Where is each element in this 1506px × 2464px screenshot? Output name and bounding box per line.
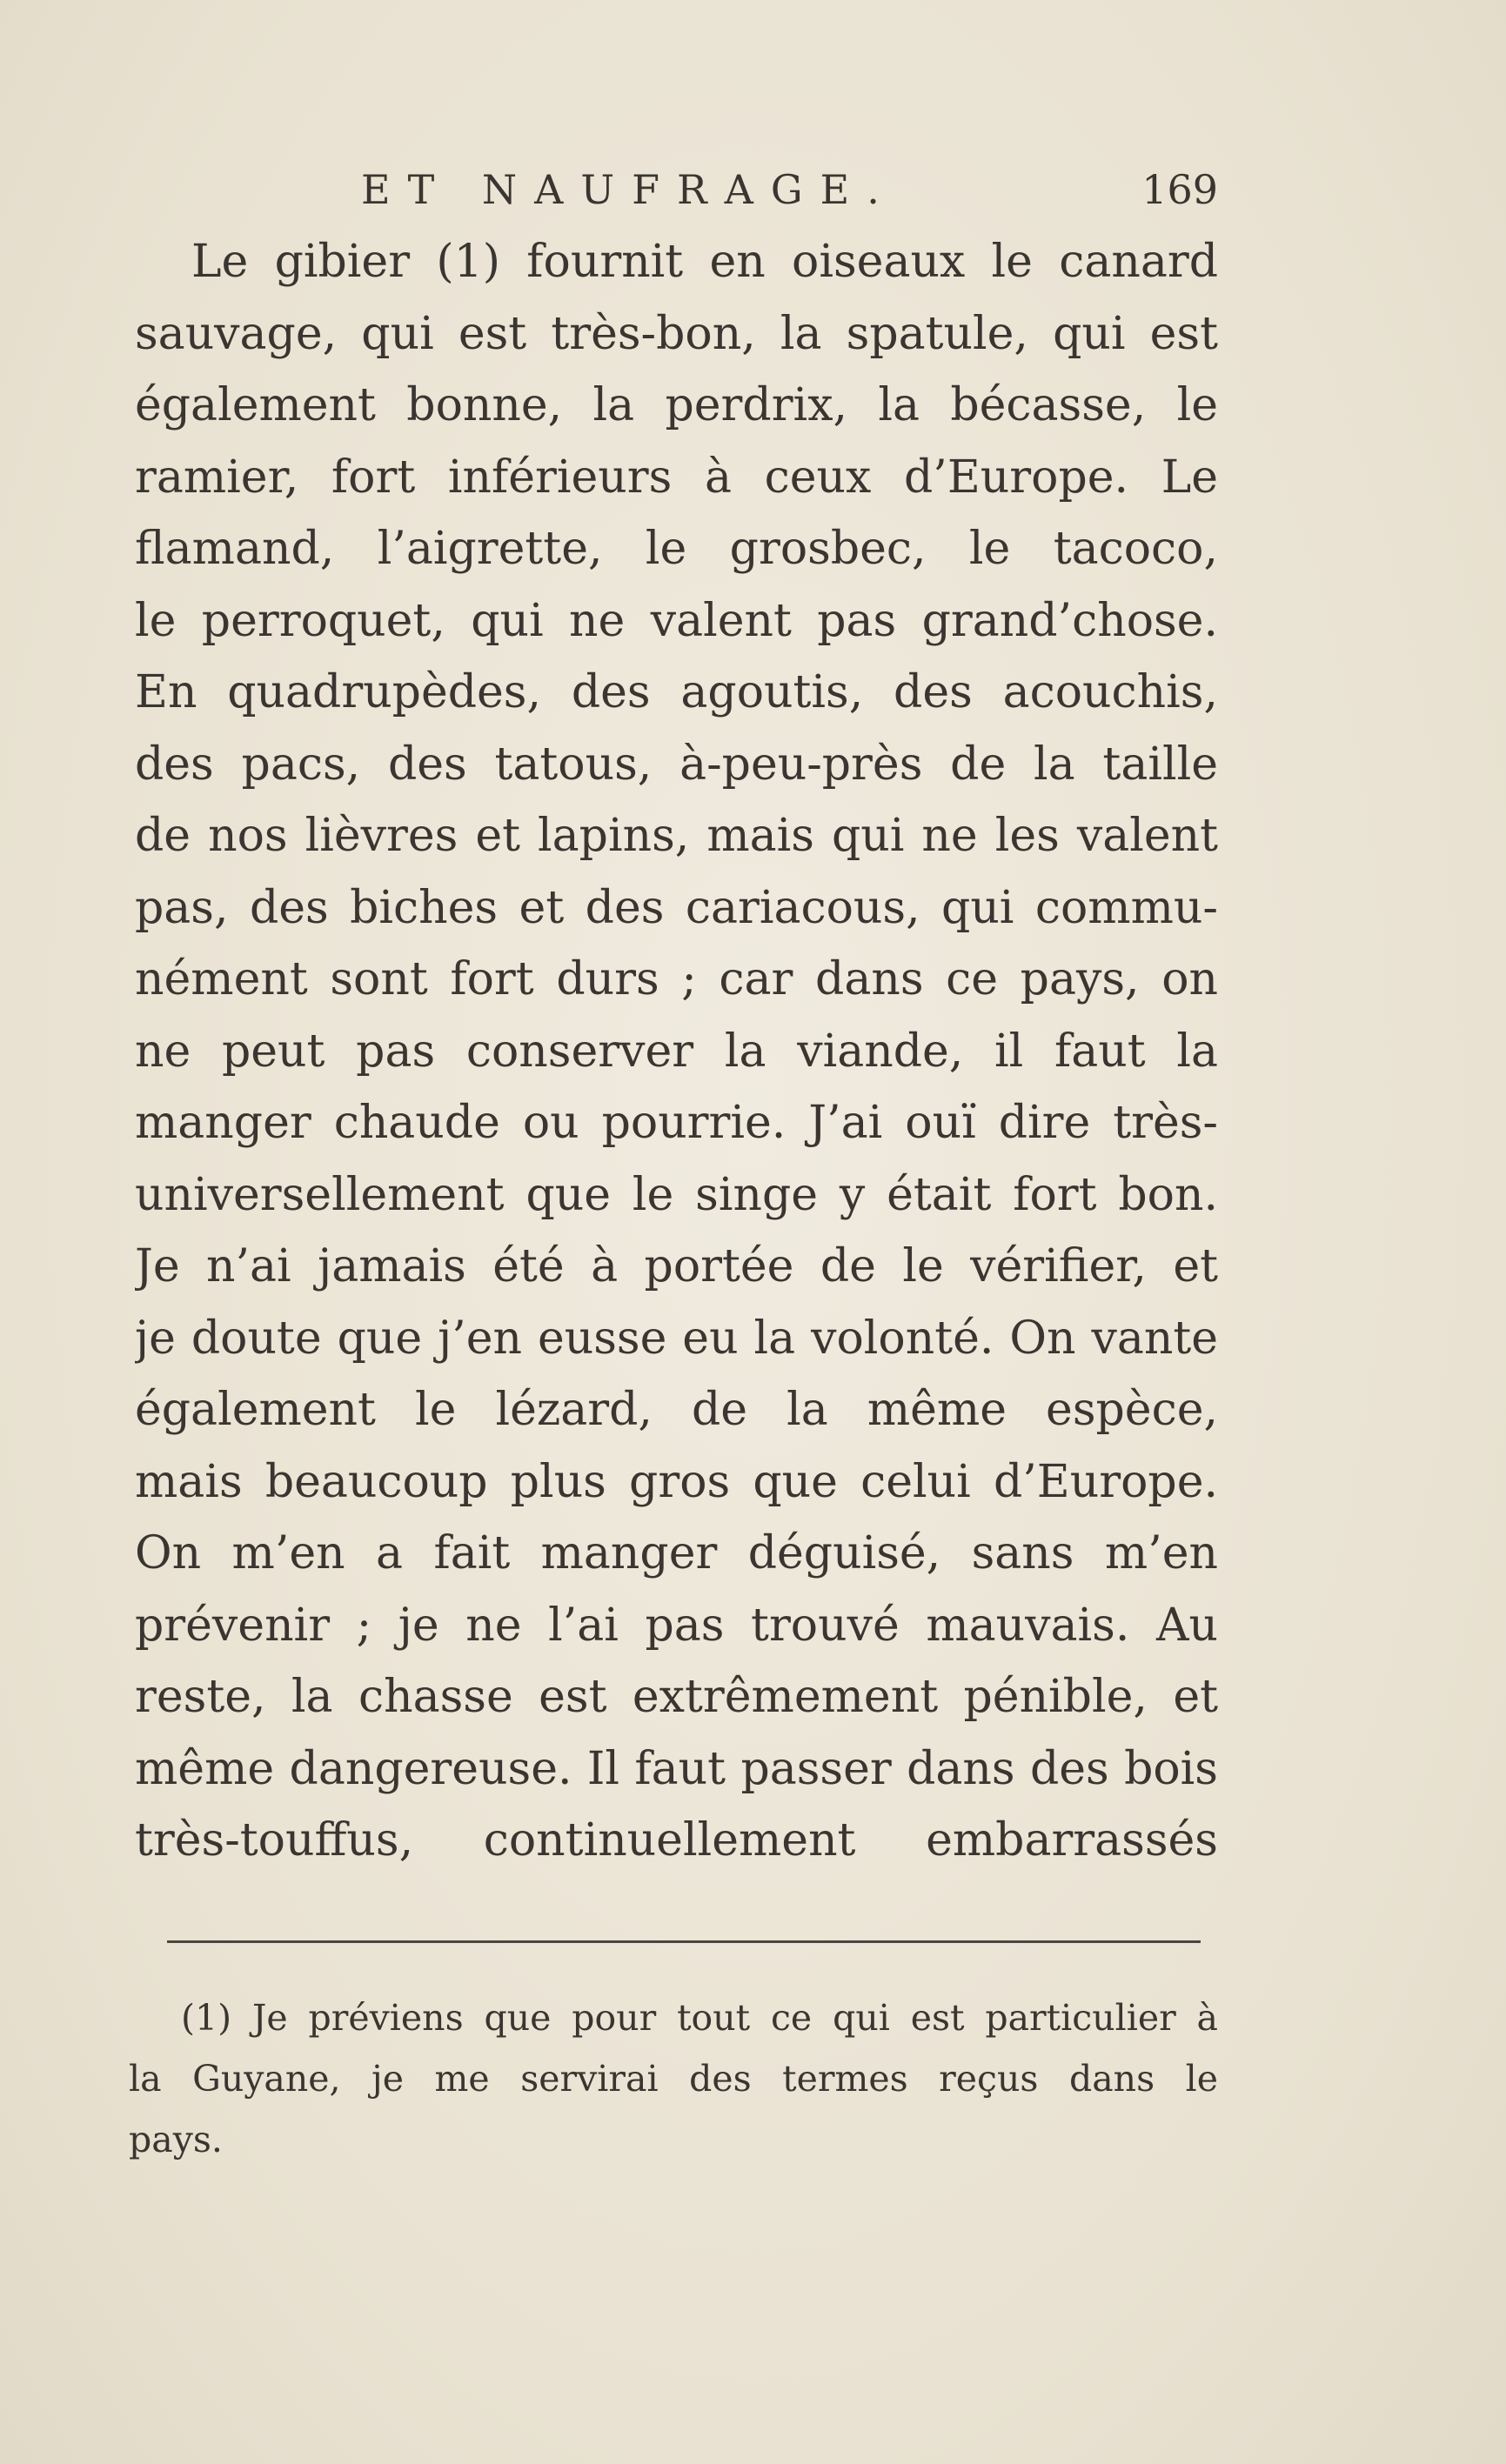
footnote <box>129 1987 1218 2170</box>
page-number: 169 <box>1141 166 1218 213</box>
text-line: On m’en a fait manger déguisé, sans m’en <box>135 1527 1218 1579</box>
text-line: pas, des biches et des cariacous, qui commu- <box>135 881 1218 934</box>
text-line: très-touffus, continuellement embarrassés <box>135 1814 1218 1866</box>
text-line: le perroquet, qui ne valent pas grand’chose. <box>135 594 1218 647</box>
text-line: ramier, fort inférieurs à ceux d’Europe. Le <box>135 451 1218 504</box>
text-line: des pacs, des tatous, à-peu-près de la taille <box>135 738 1218 791</box>
body-text <box>135 226 1218 1877</box>
text-line: flamand, l’aigrette, le grosbec, le tacoco, <box>135 523 1218 575</box>
text-line: de nos lièvres et lapins, mais qui ne les valent <box>135 810 1218 862</box>
text-line: universellement que le singe y était fort bon. <box>135 1168 1218 1221</box>
footnote-line: pays. <box>129 2119 223 2160</box>
text-line: Je n’ai jamais été à portée de le vérifier, et <box>135 1240 1218 1292</box>
text-line: Le gibier (1) fournit en oiseaux le canard <box>191 236 1218 288</box>
footnote-line: la Guyane, je me servirai des termes reçus dans le <box>129 2058 1218 2100</box>
footnote-rule <box>167 1940 1201 1943</box>
text-line: manger chaude ou pourrie. J’ai ouï dire très- <box>135 1097 1218 1149</box>
text-line: mais beaucoup plus gros que celui d’Europe. <box>135 1455 1218 1508</box>
text-line: En quadrupèdes, des agoutis, des acouchis, <box>135 666 1218 718</box>
running-head <box>135 164 1218 216</box>
text-line: également le lézard, de la même espèce, <box>135 1384 1218 1436</box>
footnote-line: (1) Je préviens que pour tout ce qui est particulier à <box>181 1997 1218 2039</box>
text-line: également bonne, la perdrix, la bécasse, le <box>135 379 1218 431</box>
running-title: ET NAUFRAGE. <box>361 166 897 213</box>
text-line: reste, la chasse est extrêmement pénible, et <box>135 1671 1218 1723</box>
text-line: prévenir ; je ne l’ai pas trouvé mauvais. Au <box>135 1599 1218 1652</box>
text-line: je doute que j’en eusse eu la volonté. On vante <box>135 1312 1218 1365</box>
text-line: même dangereuse. Il faut passer dans des bois <box>135 1742 1218 1795</box>
text-line: sauvage, qui est très-bon, la spatule, qui est <box>135 307 1218 360</box>
text-line: nément sont fort durs ; car dans ce pays, on <box>135 953 1218 1005</box>
text-line: ne peut pas conserver la viande, il faut la <box>135 1025 1218 1078</box>
